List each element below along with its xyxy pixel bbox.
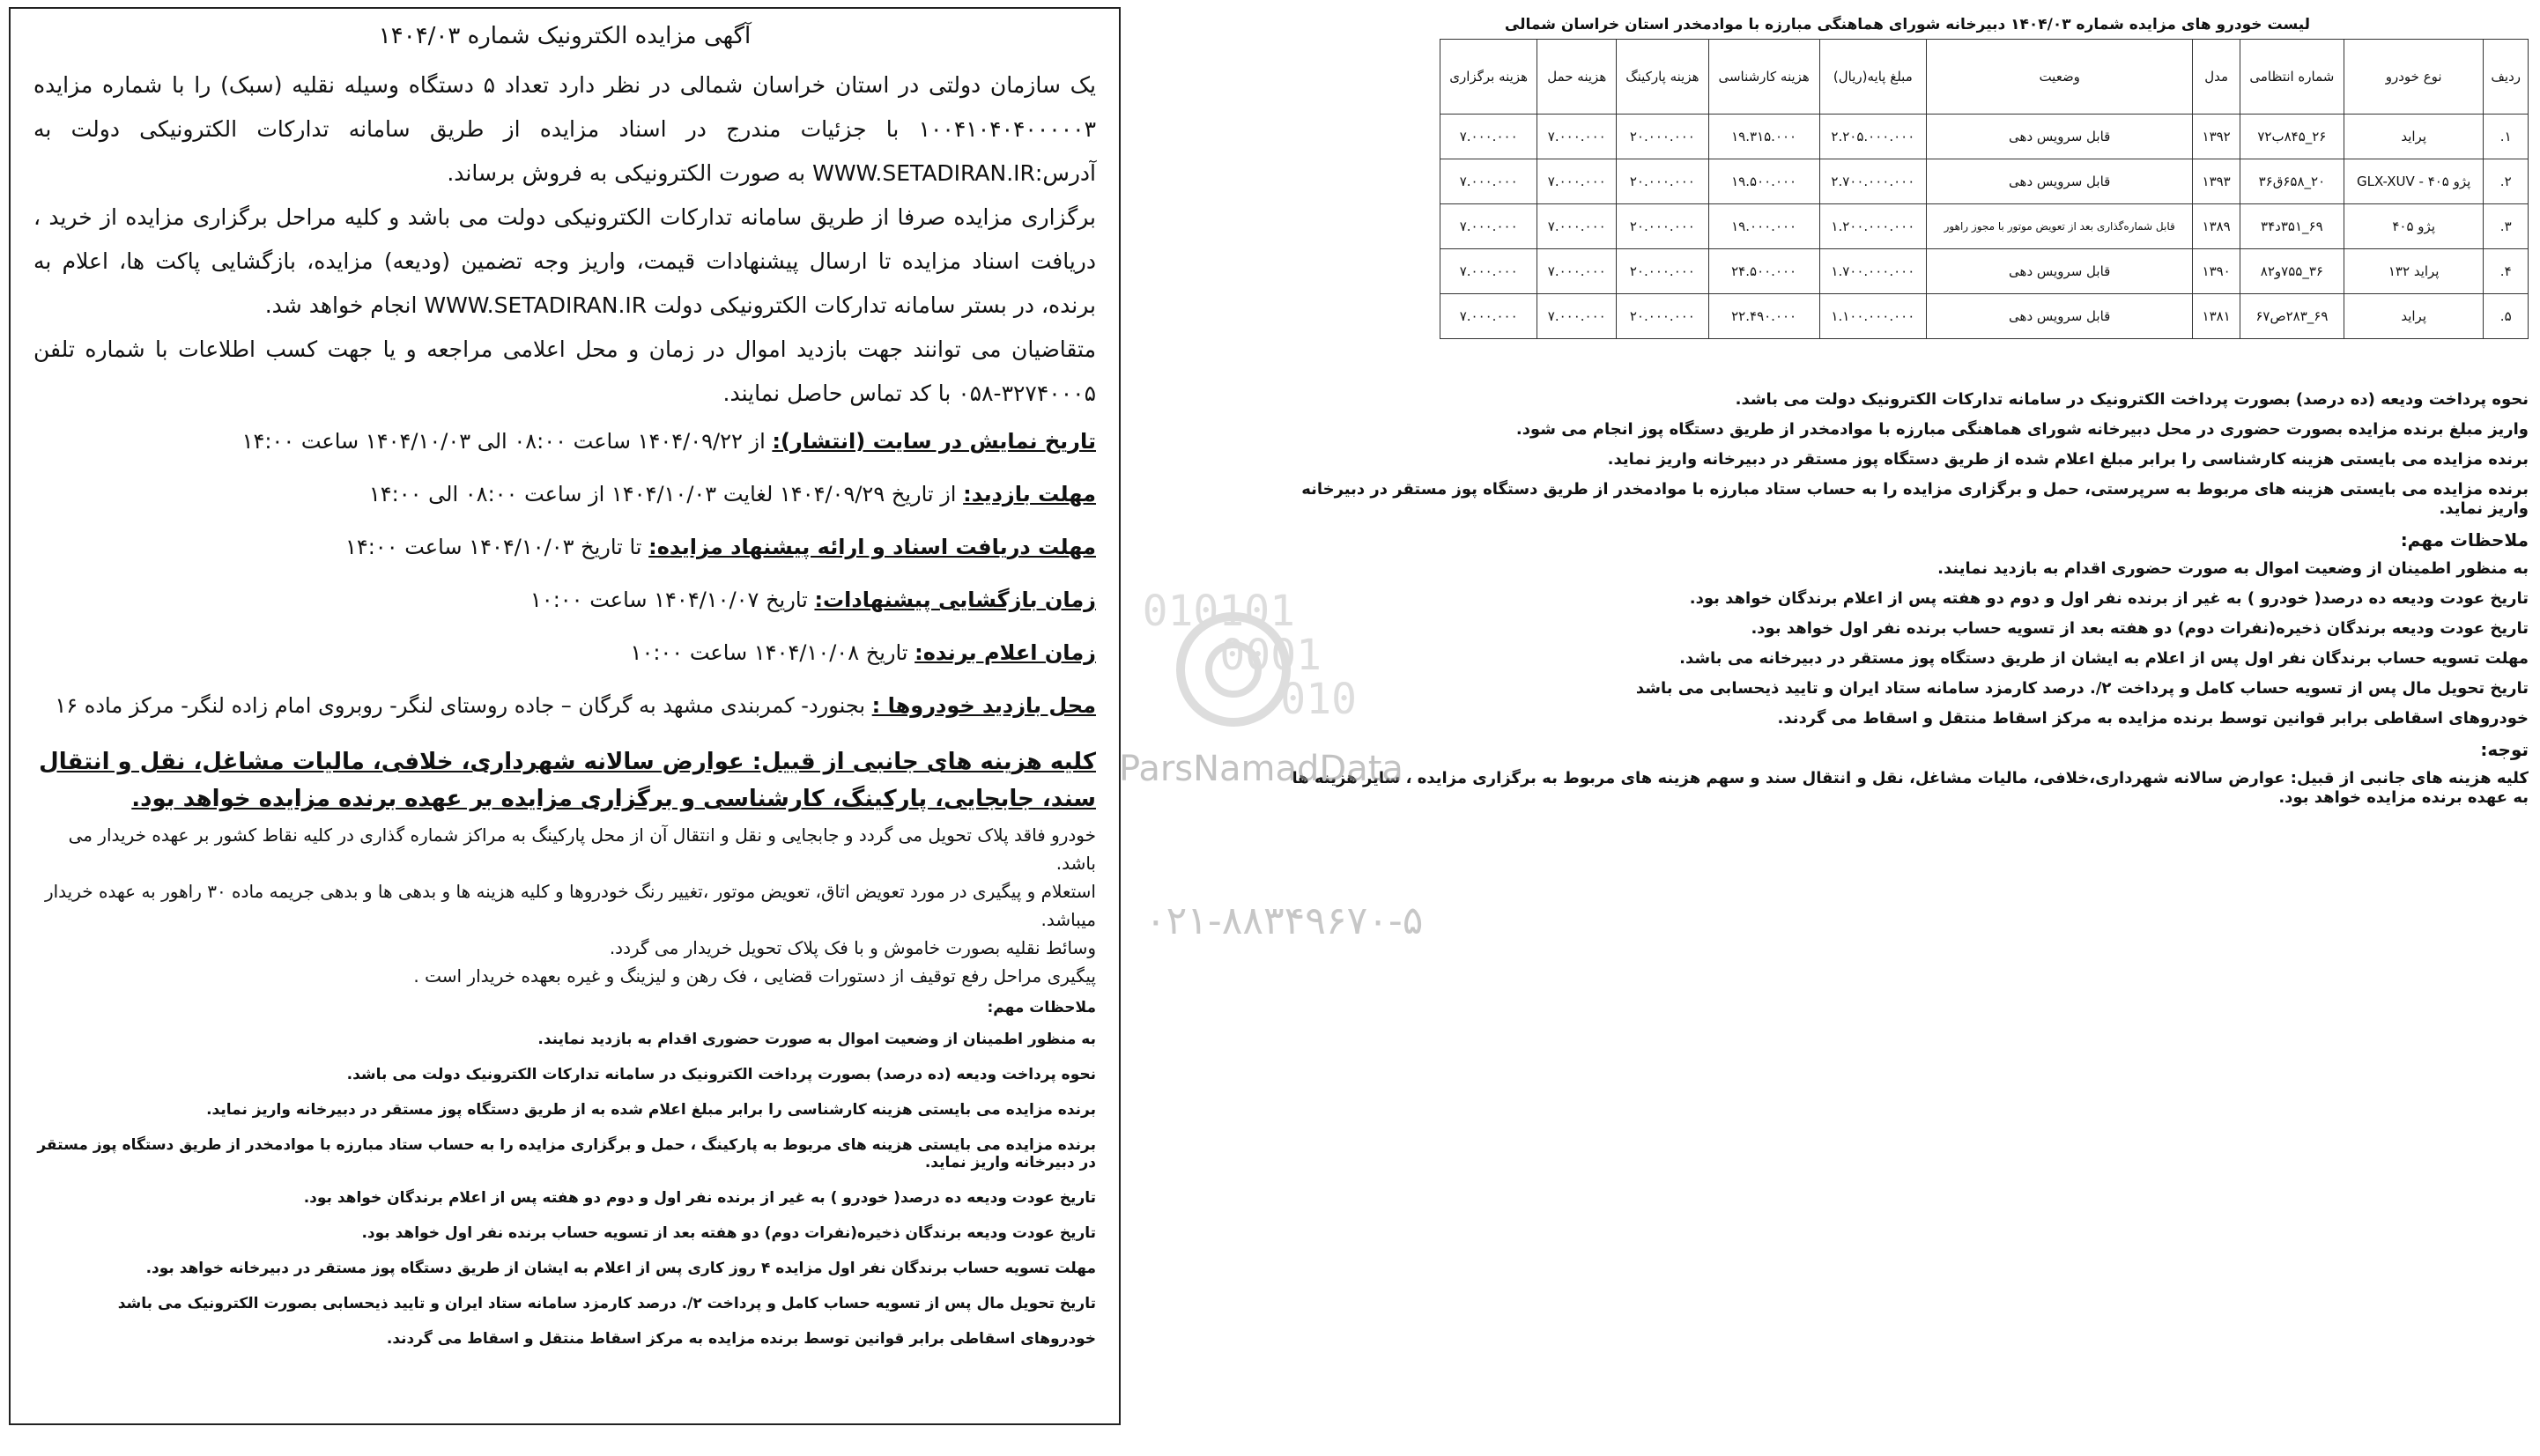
small-note: استعلام و پیگیری در مورد تعویض اتاق، تعویض موتور ،تغییر رنگ خودروها و کلیه هزینه ها و بدهی ها و بدهی جریمه ماده ۳۰ راهور به عهده خریدار میباشد. <box>44 881 1096 930</box>
table-cell: ۲۰.۰۰۰.۰۰۰ <box>1617 249 1708 294</box>
header-cell: هزینه پارکینگ <box>1617 40 1708 115</box>
note-line: تاریخ عودت ودیعه ده درصد( خودرو ) به غیر از برنده نفر اول و دوم دو هفته پس از اعلام برندگان خواهد بود. <box>1689 589 2529 608</box>
table-cell: ۶۹_۳۵۱د۳۴ <box>2240 204 2344 249</box>
table-cell: ۱۳۸۹ <box>2193 204 2240 249</box>
header-cell: شماره انتظامی <box>2240 40 2344 115</box>
svg-text:010101: 010101 <box>1142 587 1295 636</box>
table-cell: ۲.۲۰۵.۰۰۰.۰۰۰ <box>1819 115 1926 159</box>
table-title: لیست خودرو های مزایده شماره ۱۴۰۴/۰۳ دبیرخانه شورای هماهنگی مبارزه با موادمخدر استان خراسان شمالی <box>1504 16 2311 33</box>
header-cell: هزینه کارشناسی <box>1708 40 1819 115</box>
header-cell: وضعیت <box>1926 40 2193 115</box>
note-line: خودروهای اسقاطی برابر قوانین توسط برنده مزایده به مرکز اسقاط منتقل و اسقاط می گردند. <box>1777 709 2529 728</box>
table-cell: ۷.۰۰۰.۰۰۰ <box>1537 294 1617 339</box>
payment-line: نحوه پرداخت ودیعه (ده درصد) بصورت پرداخت الکترونیک در سامانه تدارکات الکترونیک دولت می باشد. <box>1735 390 2529 409</box>
notes-heading: ملاحظات مهم: <box>987 999 1096 1016</box>
table-cell: ۲۰.۰۰۰.۰۰۰ <box>1617 294 1708 339</box>
table-cell: پژو ۴۰۵ - GLX-XUV <box>2344 159 2484 204</box>
table-cell: پراید ۱۳۲ <box>2344 249 2484 294</box>
info-value: تاریخ ۱۴۰۴/۱۰/۰۸ ساعت ۱۰:۰۰ <box>630 640 915 665</box>
note-item: برنده مزایده می بایستی هزینه کارشناسی را برابر مبلغ اعلام شده به از طریق دستگاه پوز مستقر در دبیرخانه واریز نماید. <box>206 1101 1096 1119</box>
note-item: تاریخ تحویل مال پس از تسویه حساب کامل و پرداخت ۲/. درصد کارمزد سامانه ستاد ایران و تایید ذیحسابی بصورت الکترونیک می باشد <box>117 1295 1096 1312</box>
vehicle-table <box>1440 39 2529 339</box>
payment-line: برنده مزایده می بایستی هزینه کارشناسی را برابر مبلغ اعلام شده از طریق دستگاه پوز مستقر در دبیرخانه واریز نماید. <box>1607 450 2529 469</box>
watermark-brand: ParsNamadData <box>1119 749 1403 789</box>
note-item: تاریخ عودت ودیعه ده درصد( خودرو ) به غیر از برنده نفر اول و دوم دو هفته پس از اعلام برندگان خواهد بود. <box>303 1189 1096 1207</box>
note-line: مهلت تسویه حساب برندگان نفر اول پس از اعلام به ایشان از طریق دستگاه پوز مستقر در دبیرخانه می باشد. <box>1679 649 2529 668</box>
announcement-panel <box>9 7 1121 1425</box>
table-cell: ۲۴.۵۰۰.۰۰۰ <box>1708 249 1819 294</box>
table-cell: پراید <box>2344 294 2484 339</box>
table-cell: ۴. <box>2484 249 2529 294</box>
payment-line: برنده مزایده می بایستی هزینه های مربوط به سرپرستی، حمل و برگزاری مزایده را به حساب ستاد مبارزه با موادمخدر از طریق دستگاه پوز مستقر در دبیرخانه واریز نماید. <box>1301 480 2529 518</box>
table-cell: ۷.۰۰۰.۰۰۰ <box>1440 159 1537 204</box>
small-note: خودرو فاقد پلاک تحویل می گردد و جابجایی و نقل و انتقال آن از محل پارکینگ به مراکز شماره گذاری در کلیه نقاط کشور بر عهده خریدار می باشد. <box>68 824 1096 874</box>
table-cell: ۵. <box>2484 294 2529 339</box>
note-line: به منظور اطمینان از وضعیت اموال به صورت حضوری اقدام به بازدید نمایند. <box>1937 559 2529 578</box>
note-item: به منظور اطمینان از وضعیت اموال به صورت حضوری اقدام به بازدید نمایند. <box>537 1031 1096 1048</box>
table-cell: پژو ۴۰۵ <box>2344 204 2484 249</box>
svg-text:010: 010 <box>1280 675 1357 724</box>
info-value: از تاریخ ۱۴۰۴/۰۹/۲۹ لغایت ۱۴۰۴/۱۰/۰۳ از ساعت ۰۸:۰۰ الی ۱۴:۰۰ <box>368 482 964 506</box>
announcement-title: آگهی مزایده الکترونیک شماره ۱۴۰۴/۰۳ <box>378 23 752 49</box>
table-cell: ۲۰_۶۵۸ق۳۶ <box>2240 159 2344 204</box>
table-cell: قابل سرویس دهی <box>1926 115 2193 159</box>
note-item: تاریخ عودت ودیعه برندگان ذخیره(نفرات دوم) دو هفته بعد از تسویه حساب برنده نفر اول خواهد بود. <box>361 1224 1096 1242</box>
table-row <box>1440 115 2529 159</box>
info-key: زمان بازگشایی پیشنهادات: <box>814 588 1096 612</box>
header-cell: مبلغ پایه(ریال) <box>1819 40 1926 115</box>
table-cell: ۲۲.۴۹۰.۰۰۰ <box>1708 294 1819 339</box>
table-cell: ۲۰.۰۰۰.۰۰۰ <box>1617 204 1708 249</box>
note-item: خودروهای اسقاطی برابر قوانین توسط برنده مزایده به مرکز اسقاط منتقل و اسقاط می گردند. <box>386 1330 1096 1348</box>
table-cell: ۱۳۸۱ <box>2193 294 2240 339</box>
payment-lines <box>1286 390 2529 808</box>
info-key: زمان اعلام برنده: <box>915 640 1096 665</box>
table-cell: ۱۹.۵۰۰.۰۰۰ <box>1708 159 1819 204</box>
table-cell: ۷.۰۰۰.۰۰۰ <box>1440 115 1537 159</box>
header-cell: هزینه حمل <box>1537 40 1617 115</box>
info-winner-time <box>33 638 1096 668</box>
info-key: محل بازدید خودروها : <box>871 693 1096 718</box>
table-cell: ۱۳۹۳ <box>2193 159 2240 204</box>
table-cell: ۲.۷۰۰.۰۰۰.۰۰۰ <box>1819 159 1926 204</box>
table-cell: ۱۳۹۲ <box>2193 115 2240 159</box>
table-row <box>1440 159 2529 204</box>
table-cell: قابل شماره‌گذاری بعد از تعویض موتور با مجوز راهور <box>1926 204 2193 249</box>
table-cell: ۶۹_۲۸۳ص۶۷ <box>2240 294 2344 339</box>
info-key: تاریخ نمایش در سایت (انتشار): <box>772 429 1096 454</box>
info-opening-time <box>33 585 1096 615</box>
paragraph-intro: یک سازمان دولتی در استان خراسان شمالی در نظر دارد تعداد ۵ دستگاه وسیله نقلیه (سبک) را با شماره مزایده ۱۰۰۴۱۰۴۰۴۰۰۰۰۰۳ با جزئیات مندرج در اسناد مزایده از طریق سامانه تدارکات الکترونیکی دولت به آدرس:WWW.SETADIRAN.IR به صورت الکترونیکی به فروش برساند. <box>33 72 1096 186</box>
note-item: برنده مزایده می بایستی هزینه های مربوط به پارکینگ ، حمل و برگزاری مزایده را به حساب ستاد مبارزه با موادمخدر از طریق دستگاه پوز مستقر در دبیرخانه واریز نماید. <box>37 1136 1096 1171</box>
small-note: پیگیری مراحل رفع توقیف از دستورات قضایی ، فک رهن و لیزینگ و غیره بعهده خریدار است . <box>413 965 1096 987</box>
note-item: نحوه پرداخت ودیعه (ده درصد) بصورت پرداخت الکترونیک در سامانه تدارکات الکترونیک دولت می باشد. <box>346 1066 1096 1083</box>
table-cell: ۳. <box>2484 204 2529 249</box>
table-row <box>1440 294 2529 339</box>
table-cell: قابل سرویس دهی <box>1926 249 2193 294</box>
table-row <box>1440 204 2529 249</box>
small-note: وسائط نقلیه بصورت خاموش و با فک پلاک تحویل خریدار می گردد. <box>609 937 1096 958</box>
info-visit-location <box>33 691 1096 721</box>
svg-text:0001: 0001 <box>1219 631 1322 680</box>
paragraph-contact: متقاضیان می توانند جهت بازدید اموال در زمان و محل اعلامی مراجعه و یا جهت کسب اطلاعات با شماره تلفن ۳۲۷۴۰۰۰۵-۰۵۸ با کد تماس حاصل نمایند. <box>33 336 1096 406</box>
attention-heading: توجه: <box>2480 739 2529 760</box>
header-cell: نوع خودرو <box>2344 40 2484 115</box>
table-cell: ۱۹.۳۱۵.۰۰۰ <box>1708 115 1819 159</box>
table-cell: پراید <box>2344 115 2484 159</box>
table-cell: ۱. <box>2484 115 2529 159</box>
info-value: بجنورد- کمربندی مشهد به گرگان – جاده روستای لنگر- روبروی امام زاده لنگر- مرکز ماده ۱۶ <box>55 693 872 718</box>
vehicle-list-panel <box>1286 16 2529 818</box>
table-cell: ۷.۰۰۰.۰۰۰ <box>1440 204 1537 249</box>
table-cell: ۷.۰۰۰.۰۰۰ <box>1537 249 1617 294</box>
table-cell: ۲۰.۰۰۰.۰۰۰ <box>1617 159 1708 204</box>
attention-line: کلیه هزینه های جانبی از قبیل: عوارض سالانه شهرداری،خلافی، مالیات مشاغل، نقل و انتقال سند و سهم هزینه های مربوط به برگزاری مزایده ، سایر هزینه ها به عهده برنده مزایده خواهد بود. <box>1292 769 2529 807</box>
payment-line: واریز مبلغ برنده مزایده بصورت حضوری در محل دبیرخانه شورای هماهنگی مبارزه با موادمخدر از طریق دستگاه پوز انجام می شود. <box>1515 420 2529 439</box>
costs-statement: کلیه هزینه های جانبی از قبیل: عوارض سالانه شهرداری، خلافی، مالیات مشاغل، نقل و انتقال سند، جابجایی، پارکینگ، کارشناسی و برگزاری مزایده بر عهده برنده مزایده خواهد بود. <box>39 749 1096 812</box>
notes-heading: ملاحظات مهم: <box>2400 529 2529 551</box>
note-item: مهلت تسویه حساب برندگان نفر اول مزایده ۴ روز کاری پس از اعلام به ایشان از طریق دستگاه پوز مستقر در دبیرخانه خواهد بود. <box>145 1260 1096 1277</box>
header-cell: هزینه برگزاری <box>1440 40 1537 115</box>
paragraph-process: برگزاری مزایده صرفا از طریق سامانه تدارکات الکترونیکی دولت می باشد و کلیه مراحل برگزاری مزایده از خرید ، دریافت اسناد مزایده تا ارسال پیشنهادات قیمت، واریز وجه تضمین (ودیعه) مزایده، بازگشایی پاکت ها، اعلام به برنده، در بستر سامانه تدارکات الکترونیکی دولت WWW.SETADIRAN.IR انجام خواهد شد. <box>33 204 1096 318</box>
table-cell: ۷.۰۰۰.۰۰۰ <box>1537 115 1617 159</box>
watermark-phone: ۰۲۱-۸۸۳۴۹۶۷۰-۵ <box>1145 898 1424 943</box>
table-cell: ۷.۰۰۰.۰۰۰ <box>1440 294 1537 339</box>
info-key: مهلت دریافت اسناد و ارائه پیشنهاد مزایده: <box>648 535 1096 559</box>
info-document-deadline <box>33 532 1096 562</box>
table-cell: ۱۹.۰۰۰.۰۰۰ <box>1708 204 1819 249</box>
table-cell: ۳۶_۷۵۵و۸۲ <box>2240 249 2344 294</box>
info-value: تا تاریخ ۱۴۰۴/۱۰/۰۳ ساعت ۱۴:۰۰ <box>344 535 649 559</box>
table-header-row <box>1440 40 2529 115</box>
header-cell: مدل <box>2193 40 2240 115</box>
table-cell: قابل سرویس دهی <box>1926 159 2193 204</box>
table-cell: ۱.۲۰۰.۰۰۰.۰۰۰ <box>1819 204 1926 249</box>
table-cell: ۱.۷۰۰.۰۰۰.۰۰۰ <box>1819 249 1926 294</box>
table-cell: ۷.۰۰۰.۰۰۰ <box>1537 204 1617 249</box>
table-cell: قابل سرویس دهی <box>1926 294 2193 339</box>
table-row <box>1440 249 2529 294</box>
info-publish-date <box>33 426 1096 456</box>
table-cell: ۲۰.۰۰۰.۰۰۰ <box>1617 115 1708 159</box>
table-cell: ۲۶_۸۴۵ب۷۲ <box>2240 115 2344 159</box>
table-cell: ۲. <box>2484 159 2529 204</box>
note-line: تاریخ عودت ودیعه برندگان ذخیره(نفرات دوم) دو هفته بعد از تسویه حساب برنده نفر اول خواهد بود. <box>1751 619 2529 638</box>
note-line: تاریخ تحویل مال پس از تسویه حساب کامل و پرداخت ۲/. درصد کارمزد سامانه ستاد ایران و تایید ذیحسابی می باشد <box>1635 679 2529 698</box>
info-visit-deadline <box>33 479 1096 509</box>
table-cell: ۱.۱۰۰.۰۰۰.۰۰۰ <box>1819 294 1926 339</box>
info-value: از ۱۴۰۴/۰۹/۲۲ ساعت ۰۸:۰۰ الی ۱۴۰۴/۱۰/۰۳ ساعت ۱۴:۰۰ <box>241 429 773 454</box>
table-cell: ۱۳۹۰ <box>2193 249 2240 294</box>
info-key: مهلت بازدید: <box>963 482 1096 506</box>
info-value: تاریخ ۱۴۰۴/۱۰/۰۷ ساعت ۱۰:۰۰ <box>529 588 815 612</box>
table-cell: ۷.۰۰۰.۰۰۰ <box>1440 249 1537 294</box>
header-cell: ردیف <box>2484 40 2529 115</box>
table-cell: ۷.۰۰۰.۰۰۰ <box>1537 159 1617 204</box>
